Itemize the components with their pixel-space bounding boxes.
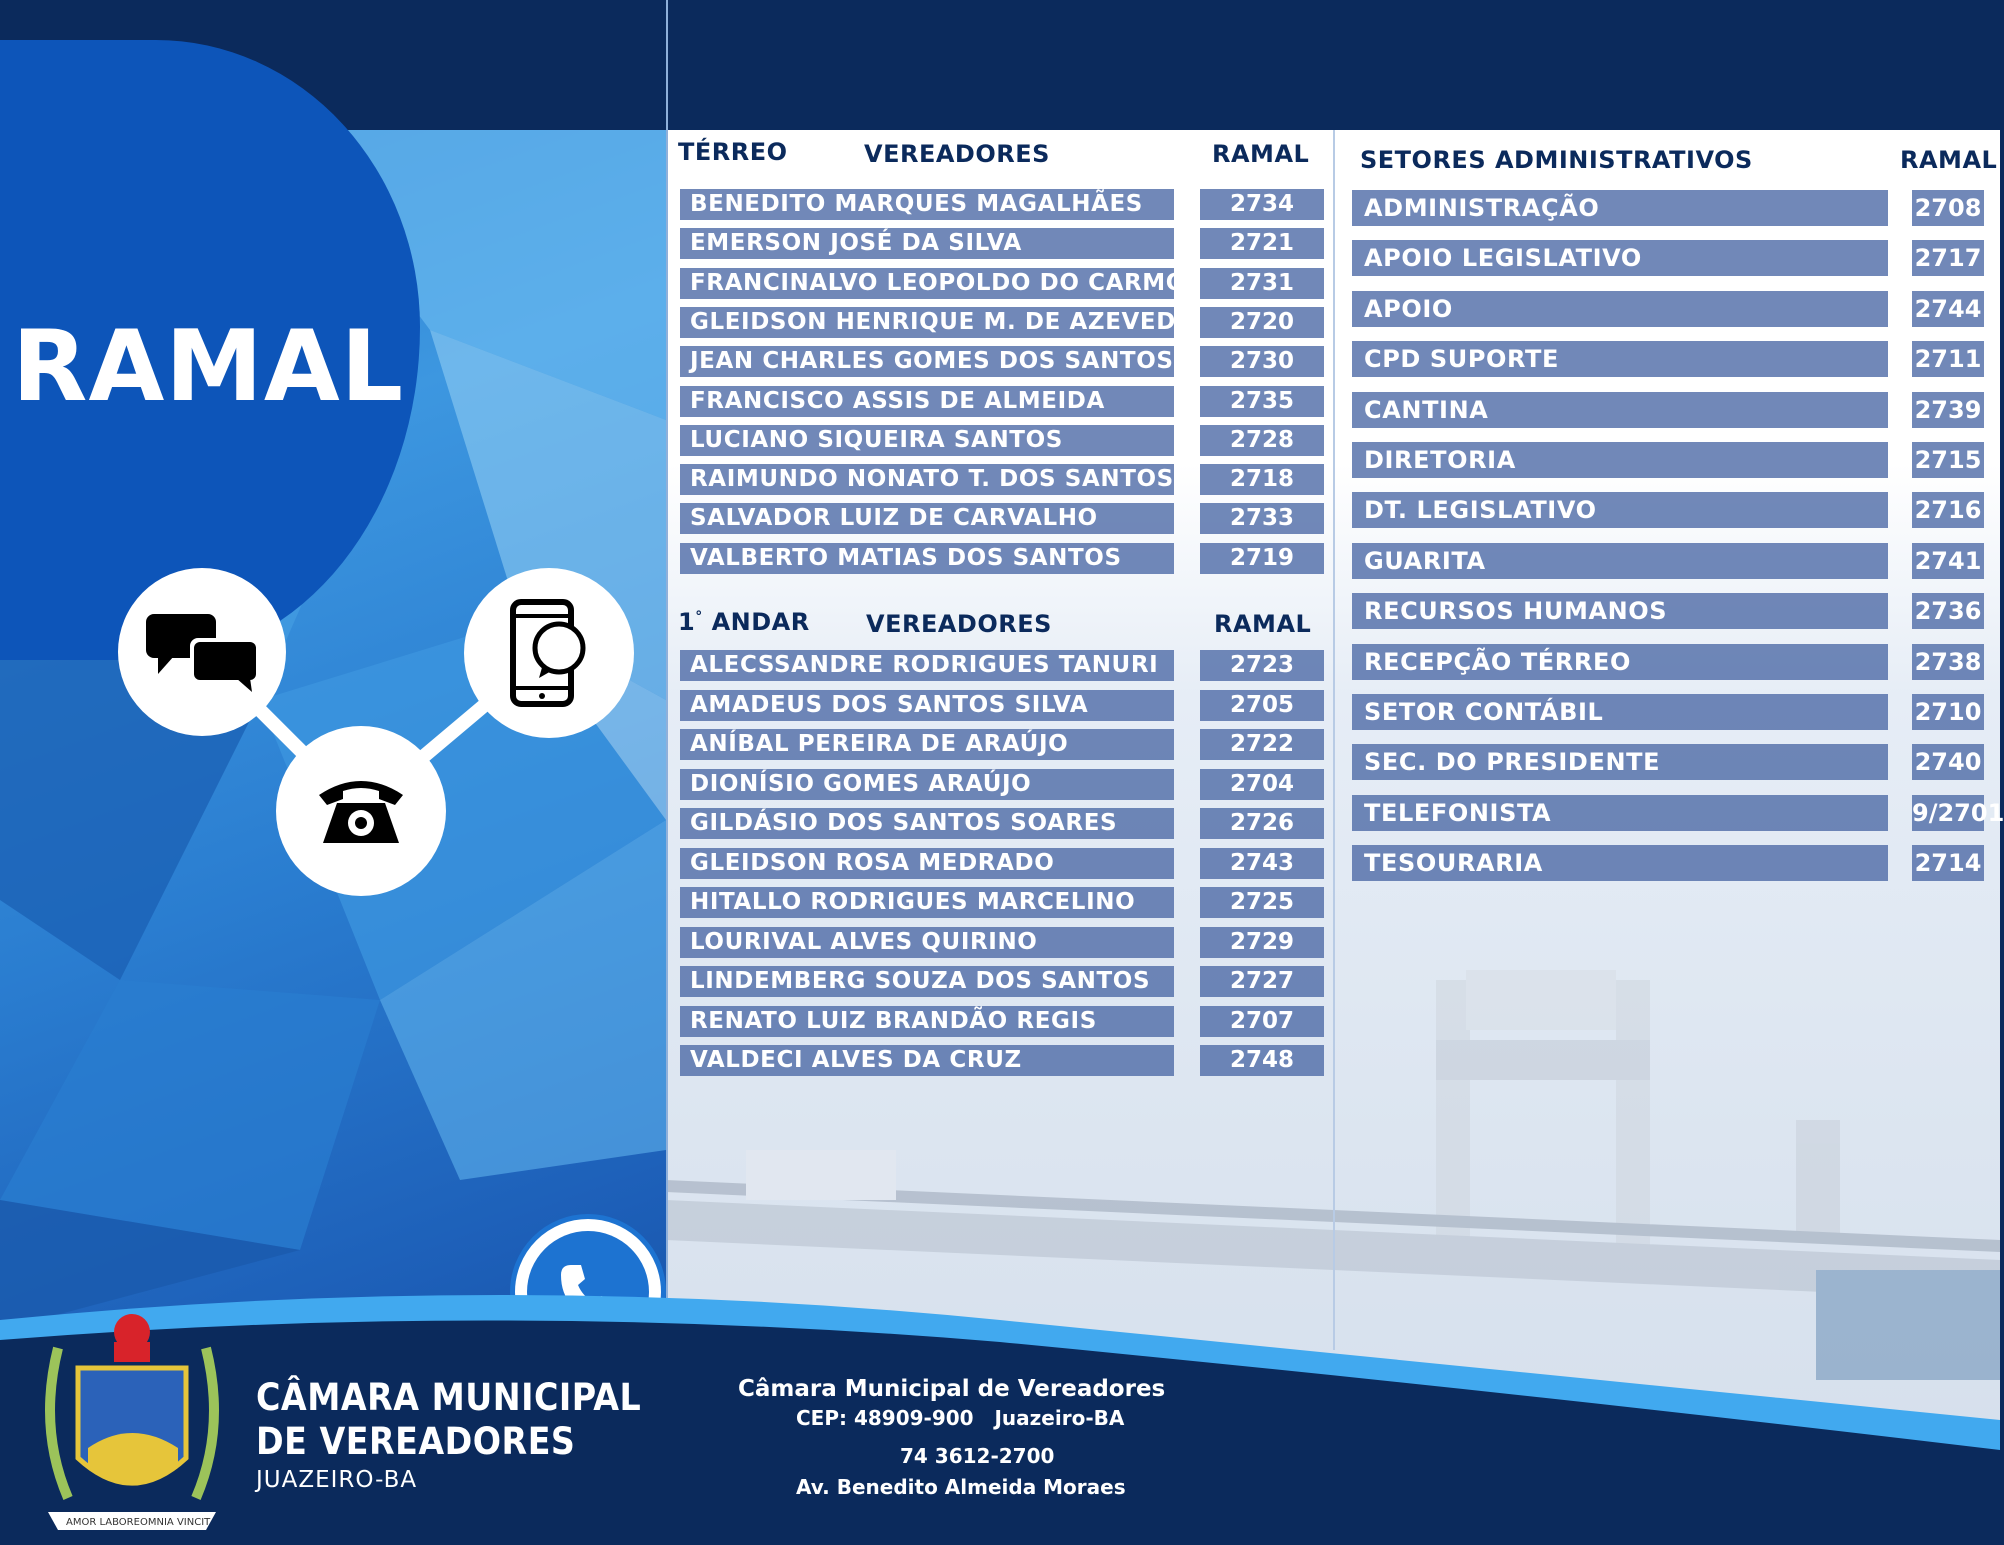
terreo-row-name: FRANCINALVO LEOPOLDO DO CARMO xyxy=(680,268,1174,299)
andar1-row-name: DIONÍSIO GOMES ARAÚJO xyxy=(680,769,1174,800)
terreo-row-ext: 2720 xyxy=(1200,307,1324,338)
admin-row-ext: 2714 xyxy=(1912,845,1984,881)
admin-row-name: SEC. DO PRESIDENTE xyxy=(1352,744,1888,780)
admin-row-ext: 2738 xyxy=(1912,644,1984,680)
terreo-row-ext: 2734 xyxy=(1200,189,1324,220)
andar1-row-name: ALECSSANDRE RODRIGUES TANURI xyxy=(680,650,1174,681)
contact-address: Av. Benedito Almeida Moraes xyxy=(796,1475,1126,1499)
admin-row-ext: 9/2701 xyxy=(1912,795,1984,831)
terreo-floor-label: TÉRREO xyxy=(678,138,788,166)
terreo-row-ext: 2730 xyxy=(1200,346,1324,377)
admin-row-name: DT. LEGISLATIVO xyxy=(1352,492,1888,528)
andar1-row-ext: 2705 xyxy=(1200,690,1324,721)
degree-sign: ° xyxy=(695,609,703,625)
andar1-row-name: ANÍBAL PEREIRA DE ARAÚJO xyxy=(680,729,1174,760)
terreo-row-name: RAIMUNDO NONATO T. DOS SANTOS xyxy=(680,464,1174,495)
terreo-row-ext: 2719 xyxy=(1200,543,1324,574)
andar1-row-ext: 2729 xyxy=(1200,927,1324,958)
chat-circle xyxy=(118,568,286,736)
footer xyxy=(0,1280,2000,1545)
admin-row-ext: 2744 xyxy=(1912,291,1984,327)
admin-ext-label: RAMAL xyxy=(1900,146,1998,174)
terreo-row-name: JEAN CHARLES GOMES DOS SANTOS xyxy=(680,346,1174,377)
telephone-circle xyxy=(276,726,446,896)
terreo-row-name: FRANCISCO ASSIS DE ALMEIDA xyxy=(680,386,1174,417)
contact-phone: 74 3612-2700 xyxy=(900,1444,1055,1468)
column-divider xyxy=(1333,130,1335,1350)
andar1-row-name: LINDEMBERG SOUZA DOS SANTOS xyxy=(680,966,1174,997)
andar1-row-name: LOURIVAL ALVES QUIRINO xyxy=(680,927,1174,958)
admin-row-ext: 2741 xyxy=(1912,543,1984,579)
terreo-row-name: SALVADOR LUIZ DE CARVALHO xyxy=(680,503,1174,534)
column-divider xyxy=(666,0,668,1340)
andar1-row-ext: 2725 xyxy=(1200,887,1324,918)
andar1-row-ext: 2707 xyxy=(1200,1006,1324,1037)
terreo-row-ext: 2721 xyxy=(1200,228,1324,259)
andar1-row-name: RENATO LUIZ BRANDÃO REGIS xyxy=(680,1006,1174,1037)
andar1-ext-label: RAMAL xyxy=(1214,610,1312,638)
admin-row-name: ADMINISTRAÇÃO xyxy=(1352,190,1888,226)
admin-row-ext: 2736 xyxy=(1912,593,1984,629)
andar1-row-ext: 2722 xyxy=(1200,729,1324,760)
andar1-row-ext: 2704 xyxy=(1200,769,1324,800)
andar1-row-name: VALDECI ALVES DA CRUZ xyxy=(680,1045,1174,1076)
terreo-col-label: VEREADORES xyxy=(864,140,1050,168)
terreo-row-name: BENEDITO MARQUES MAGALHÃES xyxy=(680,189,1174,220)
andar1-row-name: AMADEUS DOS SANTOS SILVA xyxy=(680,690,1174,721)
andar1-floor-label xyxy=(678,608,810,636)
admin-row-name: APOIO xyxy=(1352,291,1888,327)
floor-word: ANDAR xyxy=(711,608,810,636)
andar1-row-ext: 2723 xyxy=(1200,650,1324,681)
terreo-row-name: EMERSON JOSÉ DA SILVA xyxy=(680,228,1174,259)
terreo-row-name: GLEIDSON HENRIQUE M. DE AZEVEDO xyxy=(680,307,1174,338)
terreo-row-name: VALBERTO MATIAS DOS SANTOS xyxy=(680,543,1174,574)
chat-bubbles-icon xyxy=(144,612,260,692)
admin-row-ext: 2711 xyxy=(1912,341,1984,377)
contact-name: Câmara Municipal de Vereadores xyxy=(738,1376,1166,1402)
andar1-row-ext: 2743 xyxy=(1200,848,1324,879)
admin-row-name: RECURSOS HUMANOS xyxy=(1352,593,1888,629)
terreo-ext-label: RAMAL xyxy=(1212,140,1310,168)
admin-row-name: SETOR CONTÁBIL xyxy=(1352,694,1888,730)
org-name-line2: DE VEREADORES xyxy=(256,1420,576,1463)
andar1-row-ext: 2748 xyxy=(1200,1045,1324,1076)
admin-row-ext: 2716 xyxy=(1912,492,1984,528)
smartphone-chat-icon xyxy=(509,598,589,708)
admin-row-ext: 2710 xyxy=(1912,694,1984,730)
motto-left: AMOR LABORE xyxy=(66,1517,140,1528)
page-title: RAMAL xyxy=(12,310,405,424)
terreo-row-name: LUCIANO SIQUEIRA SANTOS xyxy=(680,425,1174,456)
admin-row-ext: 2740 xyxy=(1912,744,1984,780)
andar1-row-name: HITALLO RODRIGUES MARCELINO xyxy=(680,887,1174,918)
admin-row-ext: 2708 xyxy=(1912,190,1984,226)
admin-row-ext: 2739 xyxy=(1912,392,1984,428)
terreo-row-ext: 2735 xyxy=(1200,386,1324,417)
org-name-line1: CÂMARA MUNICIPAL xyxy=(256,1376,642,1419)
admin-row-name: DIRETORIA xyxy=(1352,442,1888,478)
admin-row-name: CANTINA xyxy=(1352,392,1888,428)
terreo-row-ext: 2733 xyxy=(1200,503,1324,534)
andar1-row-ext: 2726 xyxy=(1200,808,1324,839)
motto-right: OMNIA VINCIT xyxy=(140,1517,211,1528)
admin-row-name: TELEFONISTA xyxy=(1352,795,1888,831)
contact-cep: CEP: 48909-900 Juazeiro-BA xyxy=(796,1406,1125,1430)
admin-row-name: APOIO LEGISLATIVO xyxy=(1352,240,1888,276)
admin-row-ext: 2717 xyxy=(1912,240,1984,276)
admin-row-name: TESOURARIA xyxy=(1352,845,1888,881)
andar1-row-ext: 2727 xyxy=(1200,966,1324,997)
andar1-col-label: VEREADORES xyxy=(866,610,1052,638)
terreo-row-ext: 2728 xyxy=(1200,425,1324,456)
coat-of-arms-emblem xyxy=(28,1308,236,1544)
admin-col-label: SETORES ADMINISTRATIVOS xyxy=(1360,146,1753,174)
admin-row-name: GUARITA xyxy=(1352,543,1888,579)
floor-number: 1 xyxy=(678,608,696,636)
terreo-row-ext: 2731 xyxy=(1200,268,1324,299)
org-city: JUAZEIRO-BA xyxy=(256,1467,418,1493)
smartphone-circle xyxy=(464,568,634,738)
terreo-row-ext: 2718 xyxy=(1200,464,1324,495)
andar1-row-name: GILDÁSIO DOS SANTOS SOARES xyxy=(680,808,1174,839)
admin-row-ext: 2715 xyxy=(1912,442,1984,478)
top-band-right xyxy=(666,0,2000,130)
admin-row-name: CPD SUPORTE xyxy=(1352,341,1888,377)
admin-row-name: RECEPÇÃO TÉRREO xyxy=(1352,644,1888,680)
rotary-phone-icon xyxy=(313,773,409,849)
andar1-row-name: GLEIDSON ROSA MEDRADO xyxy=(680,848,1174,879)
org-name xyxy=(256,1376,641,1464)
